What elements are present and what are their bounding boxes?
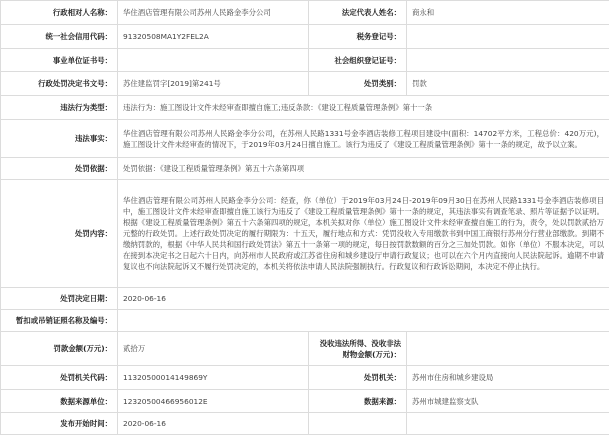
suspend-value	[118, 310, 609, 332]
row-basis	[1, 158, 609, 180]
row-credit-code	[1, 25, 609, 49]
authority-label: 处罚机关：	[309, 366, 407, 390]
content-value: 华住酒店管理有限公司苏州人民路金李分公司：经查，你（单位）于2019年03月24日-2019年09月30日在苏州人民路1331号金李酒店装修项目中，施工图设计文件未经审查即擅自施工该行为违反了《建设工程质量管理条例》第十一条的规定，其违法事实有调查笔录、照片等证据予以证明。根据《建设工程质量管理条例》第五十六条第四项的规定，本机关拟对你（单位）施工图设计文件未经审查擅自施工的行为，责令，处以罚款贰拾万元整的行政处罚。上述行政处罚决定的履行期限为：十五天，履行地点和方式：凭罚没收入专用缴款书到中国工商银行苏州分行营业部缴款。到期不缴纳罚款的，根据《中华人民共和国行政处罚法》第五十一条第一项的规定，每日按罚款数额的百分之三加处罚款。如你（单位）不服本决定，可以在接到本决定书之日起六十日内，向苏州市人民政府或江苏省住房和城乡建设厅申请行政复议；也可以在六个月内直接向人民法院起诉。逾期不申请复议也不向法院起诉又不履行处罚决定的，本机关将依法申请人民法院强制执行。行政复议和行政诉讼期间，本决定不停止执行。	[118, 180, 609, 288]
row-content	[1, 180, 609, 288]
row-source	[1, 390, 609, 413]
fine-amount-label: 罚款金额(万元)：	[1, 332, 118, 366]
basis-value: 处罚依据：《建设工程质量管理条例》第五十六条第四项	[118, 158, 609, 180]
source-code-value: 12320500466956012E	[118, 390, 309, 413]
org-name-label: 行政相对人名称：	[1, 1, 118, 25]
credit-code-value: 91320508MA1Y2FEL2A	[118, 25, 309, 49]
doc-no-value: 苏住建监罚字[2019]第241号	[118, 72, 309, 96]
row-biz-reg	[1, 49, 609, 72]
decision-date-value: 2020-06-16	[118, 288, 609, 310]
tax-reg-value	[407, 25, 609, 49]
row-doc-no	[1, 72, 609, 96]
social-org-value	[407, 49, 609, 72]
row-facts	[1, 120, 609, 158]
violation-type-value: 违法行为：施工图设计文件未经审查即擅自施工;违反条款：《建设工程质量管理条例》第十一条	[118, 96, 609, 120]
tax-reg-label: 税务登记号：	[309, 25, 407, 49]
authority-code-value: 11320500014149869Y	[118, 366, 309, 390]
row-decision-date	[1, 288, 609, 310]
biz-reg-label: 事业单位证书号：	[1, 49, 118, 72]
credit-code-label: 统一社会信用代码：	[1, 25, 118, 49]
facts-label: 违法事实：	[1, 120, 118, 158]
penalty-type-label: 处罚类别：	[309, 72, 407, 96]
publish-date-value: 2020-06-16	[118, 413, 309, 435]
content-label: 处罚内容：	[1, 180, 118, 288]
empty-cell	[309, 413, 407, 435]
org-name-value: 华住酒店管理有限公司苏州人民路金李分公司	[118, 1, 309, 25]
source-value: 苏州市城建监察支队	[407, 390, 609, 413]
authority-value: 苏州市住房和城乡建设局	[407, 366, 609, 390]
decision-date-label: 处罚决定日期：	[1, 288, 118, 310]
source-code-label: 数据来源单位：	[1, 390, 118, 413]
fine-amount-value: 贰拾万	[118, 332, 309, 366]
confiscation-label: 没收违法所得、没收非法财物金额(万元)：	[309, 332, 407, 366]
publish-date-label: 发布开始时间：	[1, 413, 118, 435]
penalty-type-value: 罚款	[407, 72, 609, 96]
authority-code-label: 处罚机关代码：	[1, 366, 118, 390]
legal-rep-label: 法定代表人姓名：	[309, 1, 407, 25]
confiscation-value	[407, 332, 609, 366]
row-publish-date	[1, 413, 609, 435]
doc-no-label: 行政处罚决定书文号：	[1, 72, 118, 96]
violation-type-label: 违法行为类型：	[1, 96, 118, 120]
row-authority	[1, 366, 609, 390]
biz-reg-value	[118, 49, 309, 72]
social-org-label: 社会组织登记证号：	[309, 49, 407, 72]
suspend-label: 暂扣或吊销证照名称及编号：	[1, 310, 118, 332]
facts-value: 华住酒店管理有限公司苏州人民路金李分公司，在苏州人民路1331号金李酒店装修工程项目建设中(面积：14702平方米，工程总价：420万元)，施工图设计文件未经审查的情况下，于2019年03月24日擅自施工。该行为违反了《建设工程质量管理条例》第十一条的规定，故予以立案。	[118, 120, 609, 158]
row-fine-amount	[1, 332, 609, 366]
row-suspend	[1, 310, 609, 332]
row-violation-type	[1, 96, 609, 120]
legal-rep-value: 商永和	[407, 1, 609, 25]
source-label: 数据来源：	[309, 390, 407, 413]
empty-cell	[407, 413, 609, 435]
basis-label: 处罚依据：	[1, 158, 118, 180]
row-org-name	[1, 1, 609, 25]
